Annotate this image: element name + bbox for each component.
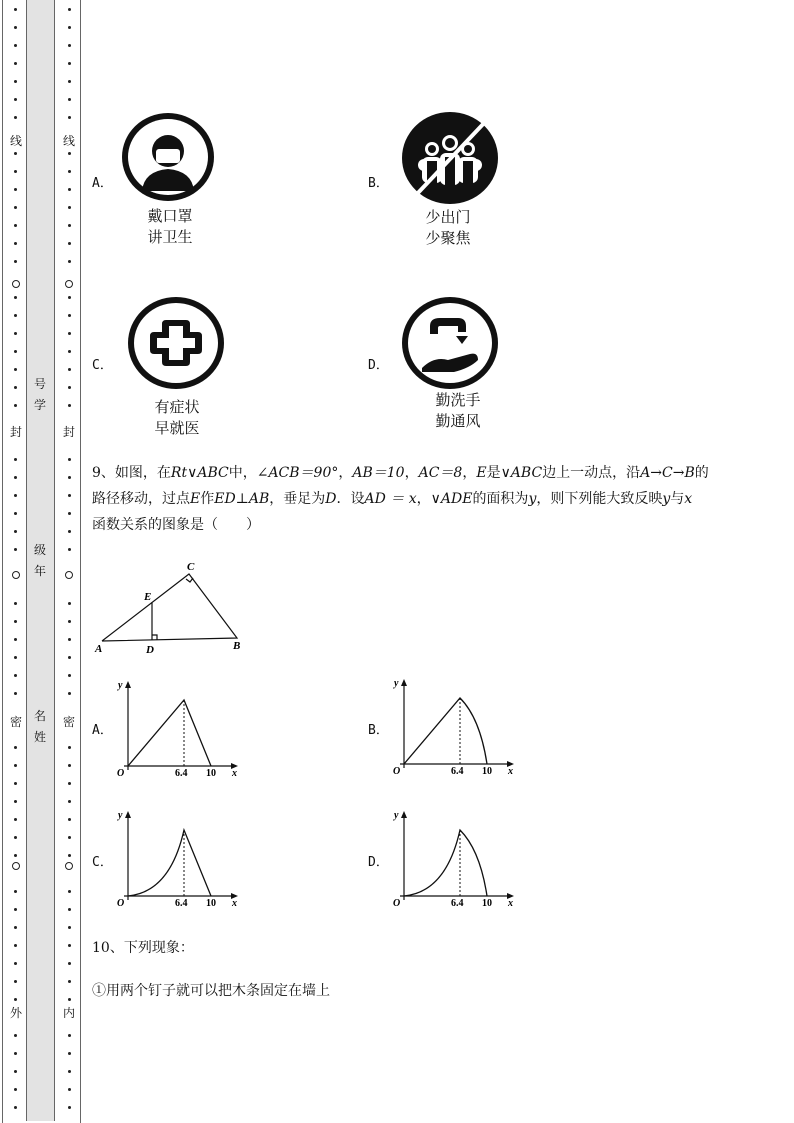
margin-dot <box>68 530 71 533</box>
margin-mark-xian-left: 线 <box>9 134 22 148</box>
margin-dot <box>68 44 71 47</box>
margin-dot <box>14 80 17 83</box>
margin-dot <box>14 368 17 371</box>
q9-text: 作 <box>200 491 215 507</box>
origin-label: O <box>393 898 401 908</box>
margin-dot <box>14 1070 17 1073</box>
q10-item-1: ①用两个钉子就可以把木条固定在墙上 <box>92 983 330 999</box>
margin-dot <box>14 620 17 623</box>
margin-dot <box>68 512 71 515</box>
q9-text: ， <box>462 465 477 481</box>
q9-math: Rt∨ABC <box>170 465 229 481</box>
margin-dot <box>14 764 17 767</box>
q9-graph-c <box>114 806 244 908</box>
q9-math: AC＝8 <box>418 465 463 481</box>
margin-dot <box>68 818 71 821</box>
margin-dot <box>14 1052 17 1055</box>
margin-mark-feng-right: 封 <box>62 425 75 439</box>
margin-dot <box>14 296 17 299</box>
margin-dot <box>68 926 71 929</box>
q9-text: 的 <box>694 465 709 481</box>
margin-dot <box>14 890 17 893</box>
margin-dot <box>68 260 71 263</box>
q9-math: y <box>528 491 537 507</box>
caption-line: 勤通风 <box>435 412 481 430</box>
q9-line1 <box>92 460 709 486</box>
curve <box>128 700 211 766</box>
margin-dot <box>68 890 71 893</box>
q8-option-a-caption <box>110 206 230 248</box>
q9-math: AD ＝ x <box>364 491 417 507</box>
caption-line: 有症状 <box>154 398 200 416</box>
margin-dot <box>14 404 17 407</box>
margin-dot <box>14 908 17 911</box>
y-axis-arrow <box>401 679 407 686</box>
margin-dot <box>68 98 71 101</box>
y-axis-arrow <box>125 811 131 818</box>
margin-dot <box>14 1106 17 1109</box>
margin-dot <box>68 170 71 173</box>
margin-dot <box>68 494 71 497</box>
margin-dot <box>68 116 71 119</box>
margin-dot <box>14 854 17 857</box>
margin-dot <box>68 458 71 461</box>
margin-dot <box>14 242 17 245</box>
margin-dot <box>68 1034 71 1037</box>
margin-dot <box>68 1052 71 1055</box>
q9-graph-d <box>390 806 520 908</box>
q8-option-c-label: C． <box>92 358 113 373</box>
q9-text: ， <box>338 465 353 481</box>
x-axis-label: x <box>508 898 513 908</box>
margin-dot <box>14 170 17 173</box>
margin-dot <box>14 656 17 659</box>
q9-math: y <box>662 491 671 507</box>
margin-dot <box>14 152 17 155</box>
q9-text: ．设 <box>336 491 365 507</box>
margin-dot <box>14 44 17 47</box>
q9-option-b-label: B． <box>368 723 389 738</box>
margin-dot <box>14 350 17 353</box>
origin-label: O <box>117 768 125 778</box>
margin-dot <box>68 62 71 65</box>
margin-dot <box>14 476 17 479</box>
curve <box>128 830 211 896</box>
curve <box>404 698 487 764</box>
margin-dot <box>14 836 17 839</box>
margin-dot <box>68 1088 71 1091</box>
margin-mark-wai-left: 外 <box>9 1006 22 1020</box>
q9-math: D <box>325 491 337 507</box>
q9-text: 是 <box>486 465 501 481</box>
tick-label: 6.4 <box>451 766 464 776</box>
margin-dot <box>68 638 71 641</box>
margin-dot <box>68 800 71 803</box>
margin-dot <box>14 818 17 821</box>
q9-text: ，垂足为 <box>269 491 326 507</box>
margin-dot <box>68 602 71 605</box>
margin-dot <box>68 80 71 83</box>
tick-label: 10 <box>482 766 492 776</box>
margin-dot <box>14 674 17 677</box>
label-e: E <box>144 591 152 603</box>
q9-math: ED⊥AB <box>214 491 270 507</box>
label-a: A <box>95 643 103 655</box>
margin-dot <box>68 1070 71 1073</box>
margin-dot <box>14 1088 17 1091</box>
medical-cross-icon <box>126 296 226 390</box>
margin-mark-nei-right: 内 <box>62 1006 75 1020</box>
margin-dot <box>14 548 17 551</box>
q9-text: ， <box>416 491 431 507</box>
margin-dot <box>68 782 71 785</box>
q9-option-a-label: A． <box>92 723 113 738</box>
margin-dot <box>68 224 71 227</box>
margin-circle <box>65 280 73 288</box>
margin-dot <box>14 782 17 785</box>
q9-text: 9、如图，在 <box>92 465 171 481</box>
margin-dot <box>68 296 71 299</box>
margin-dot <box>14 944 17 947</box>
margin-dot <box>68 404 71 407</box>
x-axis-label: x <box>508 766 513 776</box>
q8-option-c-caption <box>117 397 237 439</box>
margin-mark-xian-right: 线 <box>62 134 75 148</box>
margin-mark-feng-left: 封 <box>9 425 22 439</box>
margin-dot <box>14 800 17 803</box>
margin-dot <box>68 962 71 965</box>
margin-dot <box>14 512 17 515</box>
q8-option-d-caption <box>398 390 518 432</box>
field-name: 名姓 <box>33 709 46 744</box>
margin-dot <box>68 548 71 551</box>
handwash-icon <box>400 296 500 390</box>
q9-text: ， <box>404 465 419 481</box>
q9-math: ∨ADE <box>430 491 473 507</box>
margin-dot <box>68 152 71 155</box>
margin-dot <box>14 206 17 209</box>
margin-dot <box>14 638 17 641</box>
margin-dot <box>68 242 71 245</box>
margin-dot <box>68 836 71 839</box>
margin-dot <box>14 224 17 227</box>
margin-dot <box>14 458 17 461</box>
margin-dot <box>14 116 17 119</box>
margin-dot <box>14 530 17 533</box>
caption-line: 戴口罩 <box>147 207 193 225</box>
margin-dot <box>14 998 17 1001</box>
margin-dot <box>14 602 17 605</box>
margin-dot <box>14 26 17 29</box>
margin-dot <box>68 998 71 1001</box>
caption-line: 少出门 <box>425 208 471 226</box>
q8-option-b-label: B． <box>368 176 389 191</box>
caption-line: 勤洗手 <box>435 391 481 409</box>
margin-dot <box>68 26 71 29</box>
margin-dot <box>68 908 71 911</box>
q9-graph-b <box>390 674 520 776</box>
crowd-icon <box>400 111 500 205</box>
origin-label: O <box>393 766 401 776</box>
margin-dot <box>68 656 71 659</box>
q8-option-b-caption <box>388 207 508 249</box>
margin-dot <box>68 188 71 191</box>
q9-text: 中， <box>228 465 257 481</box>
label-c: C <box>187 561 195 573</box>
margin-dot <box>14 260 17 263</box>
tick-label: 10 <box>206 768 216 778</box>
margin-dot <box>14 332 17 335</box>
margin-dot <box>68 764 71 767</box>
caption-line: 少聚焦 <box>425 229 471 247</box>
margin-dot <box>68 674 71 677</box>
margin-dot <box>14 926 17 929</box>
y-axis-arrow <box>401 811 407 818</box>
q8-option-d-label: D． <box>368 358 389 373</box>
y-axis-label: y <box>394 810 399 821</box>
margin-circle <box>12 862 20 870</box>
curve <box>404 830 487 896</box>
y-axis-label: y <box>394 678 399 689</box>
margin-dot <box>68 8 71 11</box>
margin-dot <box>14 494 17 497</box>
tick-label: 6.4 <box>451 898 464 908</box>
margin-dot <box>14 962 17 965</box>
field-grade: 级年 <box>33 543 46 578</box>
margin-circle <box>65 571 73 579</box>
margin-mark-mi-left: 密 <box>9 715 22 729</box>
margin-dot <box>68 206 71 209</box>
margin-dot <box>14 746 17 749</box>
tick-label: 10 <box>482 898 492 908</box>
label-d: D <box>146 644 154 656</box>
q9-text: ，则下列能大致反映 <box>536 491 663 507</box>
x-axis-label: x <box>232 898 237 908</box>
margin-dot <box>14 386 17 389</box>
margin-inner-line <box>80 0 81 1123</box>
tick-label: 6.4 <box>175 768 188 778</box>
margin-dot <box>14 62 17 65</box>
q9-math: AB＝10 <box>352 465 405 481</box>
margin-dot <box>14 980 17 983</box>
origin-label: O <box>117 898 125 908</box>
q9-text: 与 <box>670 491 685 507</box>
tick-label: 6.4 <box>175 898 188 908</box>
caption-line: 讲卫生 <box>147 228 193 246</box>
margin-dot <box>14 188 17 191</box>
x-axis-label: x <box>232 768 237 778</box>
q8-option-a-label: A． <box>92 176 113 191</box>
margin-dot <box>68 746 71 749</box>
margin-mark-mi-right: 密 <box>62 715 75 729</box>
q9-text: 的面积为 <box>472 491 529 507</box>
q9-math: E <box>476 465 487 481</box>
margin-dot <box>14 692 17 695</box>
q9-math: E <box>190 491 201 507</box>
q9-text: 边上一动点，沿 <box>542 465 641 481</box>
margin-dot <box>14 1034 17 1037</box>
margin-dot <box>68 1106 71 1109</box>
margin-dot <box>68 980 71 983</box>
q9-option-d-label: D． <box>368 855 389 870</box>
margin-dot <box>14 98 17 101</box>
label-b: B <box>233 640 241 652</box>
q9-math: ∠ACB＝90° <box>256 465 339 481</box>
margin-dot <box>68 350 71 353</box>
tick-label: 10 <box>206 898 216 908</box>
y-axis-label: y <box>118 810 123 821</box>
y-axis-label: y <box>118 680 123 691</box>
margin-circle <box>65 862 73 870</box>
margin-circle <box>12 571 20 579</box>
margin-dot <box>68 332 71 335</box>
margin-dot <box>14 8 17 11</box>
margin-dot <box>68 476 71 479</box>
mask-person-icon <box>118 111 218 203</box>
margin-dot <box>68 620 71 623</box>
margin-outer-line <box>2 0 3 1123</box>
margin-dot <box>68 854 71 857</box>
margin-dot <box>68 314 71 317</box>
q9-graph-a <box>114 676 244 778</box>
margin-dot <box>68 368 71 371</box>
q9-text: 路径移动，过点 <box>92 491 190 507</box>
q9-math: x <box>684 491 693 507</box>
q10-title: 10、下列现象： <box>92 940 194 956</box>
q9-option-c-label: C． <box>92 855 113 870</box>
q9-math: ∨ABC <box>500 465 543 481</box>
y-axis-arrow <box>125 681 131 688</box>
margin-dot <box>68 386 71 389</box>
q9-line2 <box>92 486 692 512</box>
margin-dot <box>68 944 71 947</box>
caption-line: 早就医 <box>154 419 200 437</box>
q9-line3: 函数关系的图象是（ ） <box>92 517 260 533</box>
margin-dot <box>14 314 17 317</box>
q9-triangle-figure <box>92 558 252 658</box>
margin-dot <box>68 692 71 695</box>
q9-math: A→C→B <box>640 465 695 481</box>
margin-circle <box>12 280 20 288</box>
field-student-number: 号学 <box>33 377 46 412</box>
